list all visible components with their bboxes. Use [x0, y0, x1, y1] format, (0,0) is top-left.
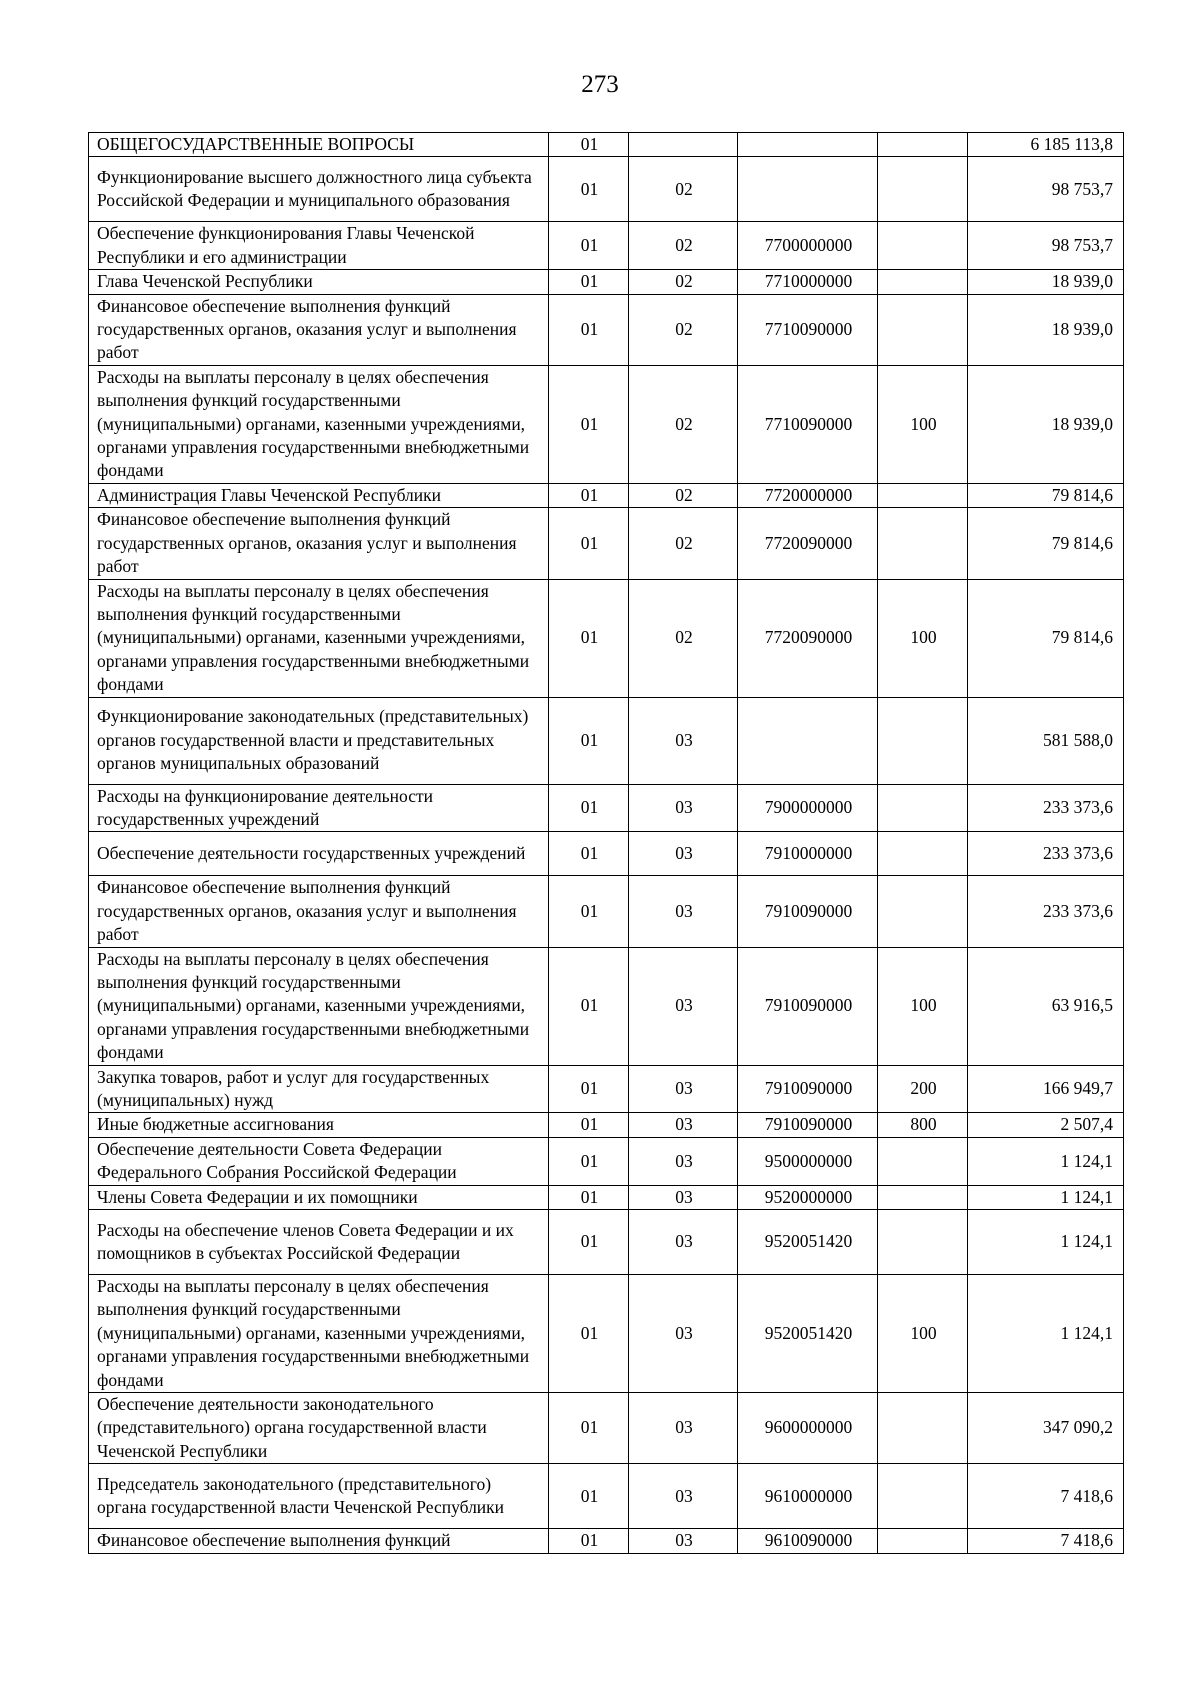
- table-row: [89, 483, 1124, 507]
- row-name: Финансовое обеспечение выполнения функций государственных органов, оказания услуг и выполнения работ: [89, 876, 549, 947]
- row-expense-type-code: [878, 697, 968, 784]
- row-expense-type-code: 100: [878, 947, 968, 1065]
- row-name: Финансовое обеспечение выполнения функций: [89, 1529, 549, 1553]
- row-target-item-code: 7910090000: [738, 876, 878, 947]
- row-expense-type-code: [878, 1393, 968, 1464]
- row-expense-type-code: [878, 270, 968, 294]
- row-section-code: 01: [549, 222, 629, 270]
- row-section-code: 01: [549, 157, 629, 222]
- row-name: Члены Совета Федерации и их помощники: [89, 1185, 549, 1209]
- row-subsection-code: 02: [629, 157, 738, 222]
- row-name: Расходы на выплаты персоналу в целях обеспечения выполнения функций государственными (муниципальными) органами, казенными учреждениями, органами управления государственными внебюджетными фондами: [89, 947, 549, 1065]
- row-subsection-code: 03: [629, 1137, 738, 1185]
- row-amount: 79 814,6: [968, 579, 1124, 697]
- row-amount: 98 753,7: [968, 222, 1124, 270]
- row-expense-type-code: [878, 508, 968, 579]
- row-amount: 79 814,6: [968, 508, 1124, 579]
- row-name: Расходы на выплаты персоналу в целях обеспечения выполнения функций государственными (муниципальными) органами, казенными учреждениями, органами управления государственными внебюджетными фондами: [89, 579, 549, 697]
- row-target-item-code: 9520000000: [738, 1185, 878, 1209]
- row-subsection-code: 03: [629, 1529, 738, 1553]
- row-target-item-code: 9610000000: [738, 1464, 878, 1529]
- row-subsection-code: 03: [629, 832, 738, 876]
- row-expense-type-code: [878, 1137, 968, 1185]
- table-row: [89, 365, 1124, 483]
- row-subsection-code: 02: [629, 270, 738, 294]
- table-row: [89, 157, 1124, 222]
- row-expense-type-code: [878, 294, 968, 365]
- row-subsection-code: 03: [629, 1464, 738, 1529]
- row-section-code: 01: [549, 697, 629, 784]
- row-target-item-code: 7720090000: [738, 508, 878, 579]
- row-amount: 2 507,4: [968, 1113, 1124, 1137]
- row-amount: 63 916,5: [968, 947, 1124, 1065]
- row-section-code: 01: [549, 784, 629, 832]
- row-expense-type-code: [878, 832, 968, 876]
- row-expense-type-code: [878, 222, 968, 270]
- row-subsection-code: 03: [629, 1113, 738, 1137]
- row-expense-type-code: [878, 157, 968, 222]
- row-amount: 581 588,0: [968, 697, 1124, 784]
- row-name: Обеспечение функционирования Главы Чеченской Республики и его администрации: [89, 222, 549, 270]
- row-section-code: 01: [549, 876, 629, 947]
- row-amount: 7 418,6: [968, 1529, 1124, 1553]
- row-target-item-code: 7700000000: [738, 222, 878, 270]
- row-subsection-code: 03: [629, 1275, 738, 1393]
- row-subsection-code: 02: [629, 508, 738, 579]
- table-row: [89, 1210, 1124, 1275]
- row-amount: 1 124,1: [968, 1210, 1124, 1275]
- row-amount: 347 090,2: [968, 1393, 1124, 1464]
- row-subsection-code: 03: [629, 1210, 738, 1275]
- row-amount: 7 418,6: [968, 1464, 1124, 1529]
- row-subsection-code: 02: [629, 579, 738, 697]
- row-section-code: 01: [549, 1393, 629, 1464]
- row-name: ОБЩЕГОСУДАРСТВЕННЫЕ ВОПРОСЫ: [89, 133, 549, 157]
- row-name: Иные бюджетные ассигнования: [89, 1113, 549, 1137]
- row-section-code: 01: [549, 270, 629, 294]
- row-name: Председатель законодательного (представительного) органа государственной власти Чеченской Республики: [89, 1464, 549, 1529]
- row-target-item-code: 9600000000: [738, 1393, 878, 1464]
- row-target-item-code: 7710090000: [738, 294, 878, 365]
- row-name: Расходы на выплаты персоналу в целях обеспечения выполнения функций государственными (муниципальными) органами, казенными учреждениями, органами управления государственными внебюджетными фондами: [89, 365, 549, 483]
- table-row: [89, 1137, 1124, 1185]
- table-row: [89, 1113, 1124, 1137]
- row-expense-type-code: 100: [878, 1275, 968, 1393]
- row-target-item-code: 7910090000: [738, 947, 878, 1065]
- row-name: Обеспечение деятельности законодательного (представительного) органа государственной власти Чеченской Республики: [89, 1393, 549, 1464]
- row-expense-type-code: [878, 1185, 968, 1209]
- row-subsection-code: 03: [629, 1185, 738, 1209]
- row-section-code: 01: [549, 1275, 629, 1393]
- table-row: [89, 697, 1124, 784]
- table-row: [89, 133, 1124, 157]
- row-section-code: 01: [549, 1464, 629, 1529]
- row-name: Расходы на функционирование деятельности государственных учреждений: [89, 784, 549, 832]
- row-subsection-code: 03: [629, 947, 738, 1065]
- row-amount: 1 124,1: [968, 1185, 1124, 1209]
- row-subsection-code: 03: [629, 1065, 738, 1113]
- row-subsection-code: 02: [629, 483, 738, 507]
- row-section-code: 01: [549, 483, 629, 507]
- page-number: 273: [581, 71, 619, 98]
- table-row: [89, 832, 1124, 876]
- row-target-item-code: 7710090000: [738, 365, 878, 483]
- row-name: Финансовое обеспечение выполнения функций государственных органов, оказания услуг и выполнения работ: [89, 508, 549, 579]
- row-amount: 166 949,7: [968, 1065, 1124, 1113]
- row-subsection-code: [629, 133, 738, 157]
- row-expense-type-code: 200: [878, 1065, 968, 1113]
- row-section-code: 01: [549, 1529, 629, 1553]
- row-amount: 18 939,0: [968, 365, 1124, 483]
- row-amount: 1 124,1: [968, 1275, 1124, 1393]
- row-name: Функционирование законодательных (представительных) органов государственной власти и представительных органов муниципальных образований: [89, 697, 549, 784]
- row-amount: 6 185 113,8: [968, 133, 1124, 157]
- row-amount: 18 939,0: [968, 294, 1124, 365]
- row-section-code: 01: [549, 1065, 629, 1113]
- row-name: Закупка товаров, работ и услуг для государственных (муниципальных) нужд: [89, 1065, 549, 1113]
- row-expense-type-code: [878, 784, 968, 832]
- row-section-code: 01: [549, 947, 629, 1065]
- row-target-item-code: 9610090000: [738, 1529, 878, 1553]
- row-target-item-code: 7720000000: [738, 483, 878, 507]
- row-subsection-code: 02: [629, 294, 738, 365]
- row-expense-type-code: [878, 483, 968, 507]
- row-section-code: 01: [549, 579, 629, 697]
- row-section-code: 01: [549, 1185, 629, 1209]
- table-row: [89, 1065, 1124, 1113]
- row-section-code: 01: [549, 1137, 629, 1185]
- row-subsection-code: 02: [629, 222, 738, 270]
- table-row: [89, 947, 1124, 1065]
- table-row: [89, 294, 1124, 365]
- row-target-item-code: 7910090000: [738, 1113, 878, 1137]
- row-section-code: 01: [549, 365, 629, 483]
- row-amount: 79 814,6: [968, 483, 1124, 507]
- row-amount: 98 753,7: [968, 157, 1124, 222]
- row-name: Функционирование высшего должностного лица субъекта Российской Федерации и муниципального образования: [89, 157, 549, 222]
- table-row: [89, 1529, 1124, 1553]
- row-subsection-code: 03: [629, 697, 738, 784]
- row-target-item-code: 9500000000: [738, 1137, 878, 1185]
- row-name: Финансовое обеспечение выполнения функций государственных органов, оказания услуг и выполнения работ: [89, 294, 549, 365]
- row-expense-type-code: [878, 1210, 968, 1275]
- row-section-code: 01: [549, 1210, 629, 1275]
- row-expense-type-code: [878, 133, 968, 157]
- table-row: [89, 508, 1124, 579]
- row-target-item-code: 7720090000: [738, 579, 878, 697]
- row-section-code: 01: [549, 508, 629, 579]
- row-target-item-code: 9520051420: [738, 1275, 878, 1393]
- table-row: [89, 784, 1124, 832]
- table-row: [89, 222, 1124, 270]
- table-row: [89, 876, 1124, 947]
- row-name: Расходы на обеспечение членов Совета Федерации и их помощников в субъектах Российской Федерации: [89, 1210, 549, 1275]
- budget-table: [88, 132, 1124, 1554]
- row-subsection-code: 03: [629, 876, 738, 947]
- row-expense-type-code: [878, 876, 968, 947]
- row-target-item-code: [738, 133, 878, 157]
- row-name: Обеспечение деятельности Совета Федерации Федерального Собрания Российской Федерации: [89, 1137, 549, 1185]
- row-name: Администрация Главы Чеченской Республики: [89, 483, 549, 507]
- row-section-code: 01: [549, 1113, 629, 1137]
- row-expense-type-code: 100: [878, 579, 968, 697]
- row-amount: 18 939,0: [968, 270, 1124, 294]
- row-subsection-code: 02: [629, 365, 738, 483]
- row-name: Глава Чеченской Республики: [89, 270, 549, 294]
- row-section-code: 01: [549, 294, 629, 365]
- row-target-item-code: [738, 697, 878, 784]
- row-section-code: 01: [549, 832, 629, 876]
- row-amount: 233 373,6: [968, 832, 1124, 876]
- row-amount: 1 124,1: [968, 1137, 1124, 1185]
- row-target-item-code: 7910090000: [738, 1065, 878, 1113]
- row-name: Расходы на выплаты персоналу в целях обеспечения выполнения функций государственными (муниципальными) органами, казенными учреждениями, органами управления государственными внебюджетными фондами: [89, 1275, 549, 1393]
- table-row: [89, 1464, 1124, 1529]
- table-row: [89, 1185, 1124, 1209]
- row-expense-type-code: [878, 1529, 968, 1553]
- row-section-code: 01: [549, 133, 629, 157]
- row-target-item-code: 9520051420: [738, 1210, 878, 1275]
- budget-table-body: [89, 133, 1124, 1554]
- row-target-item-code: 7910000000: [738, 832, 878, 876]
- table-row: [89, 1275, 1124, 1393]
- row-target-item-code: [738, 157, 878, 222]
- row-expense-type-code: [878, 1464, 968, 1529]
- row-amount: 233 373,6: [968, 876, 1124, 947]
- row-target-item-code: 7710000000: [738, 270, 878, 294]
- table-row: [89, 579, 1124, 697]
- row-expense-type-code: 800: [878, 1113, 968, 1137]
- row-name: Обеспечение деятельности государственных учреждений: [89, 832, 549, 876]
- row-subsection-code: 03: [629, 1393, 738, 1464]
- table-row: [89, 270, 1124, 294]
- table-row: [89, 1393, 1124, 1464]
- row-amount: 233 373,6: [968, 784, 1124, 832]
- row-expense-type-code: 100: [878, 365, 968, 483]
- row-subsection-code: 03: [629, 784, 738, 832]
- row-target-item-code: 7900000000: [738, 784, 878, 832]
